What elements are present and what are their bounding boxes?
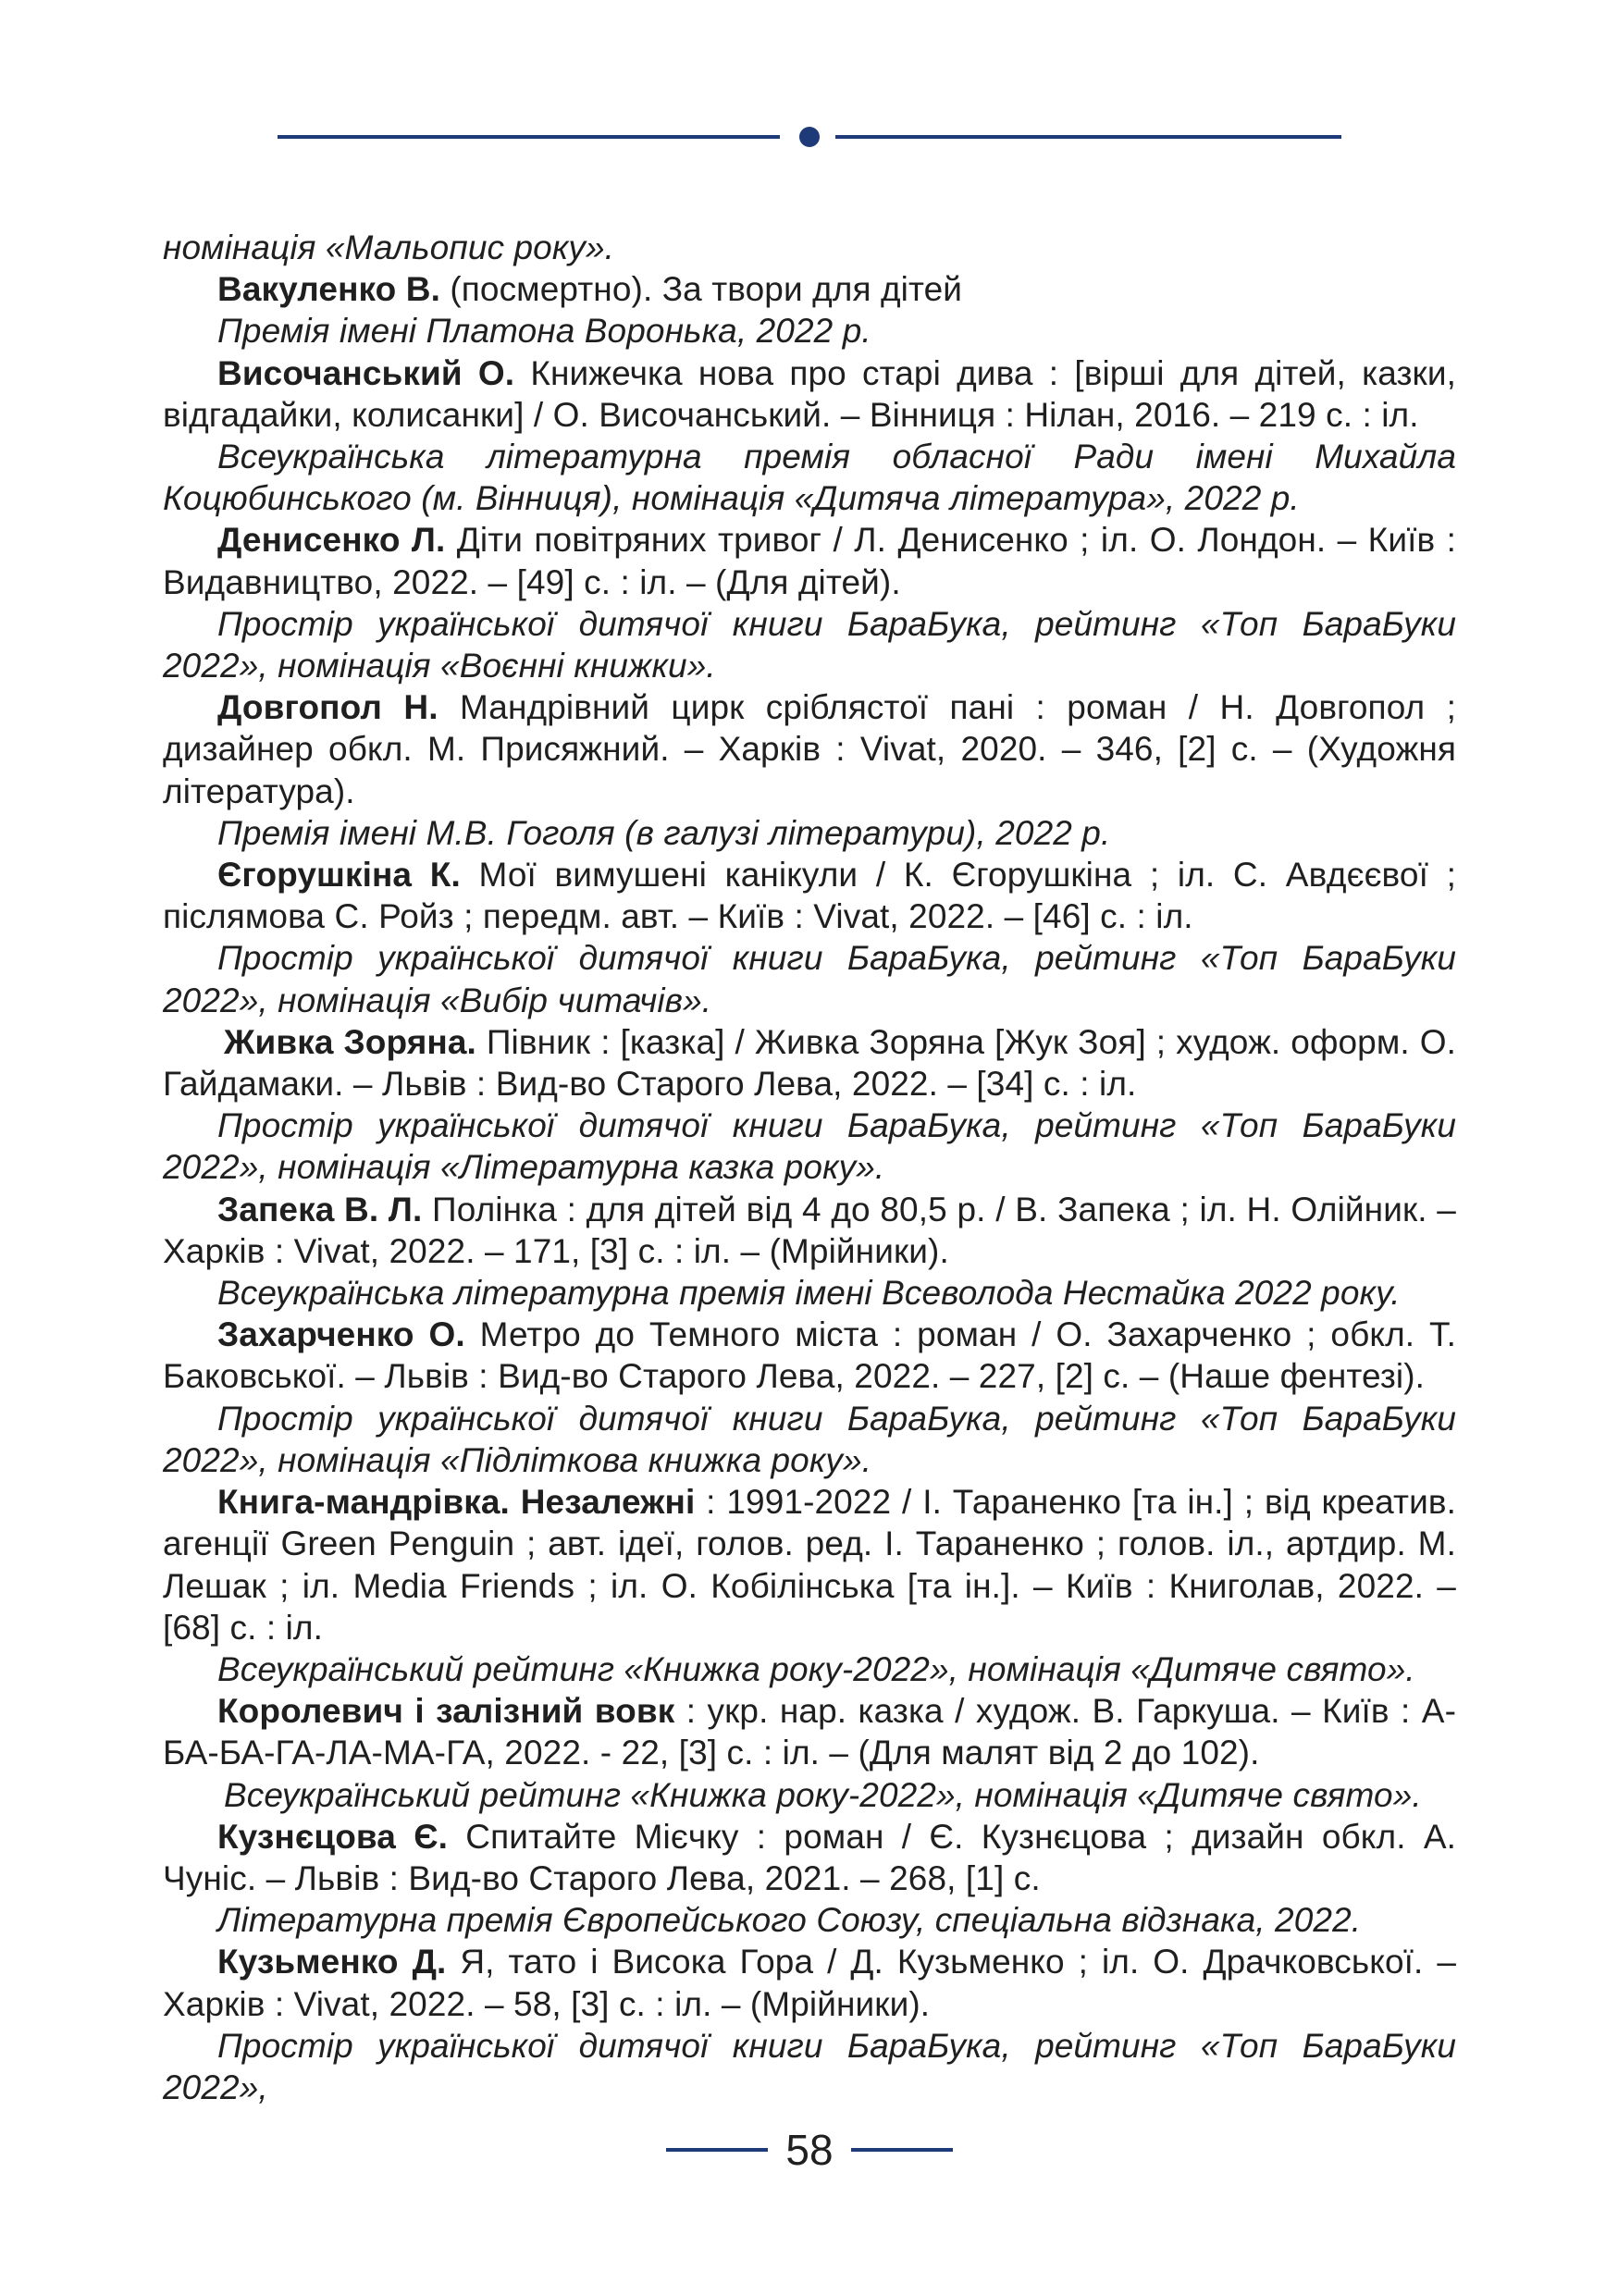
entry-description: Спитайте Мієчку : роман / Є. Кузнєцова ; дизайн обкл. А. Чуніс. – Львів : Вид-во Старого Лева, 2021. – 268, [1] с. bbox=[163, 1817, 1456, 1897]
header-rule-right-line bbox=[835, 135, 1341, 139]
entry-author: Живка Зоряна. bbox=[224, 1022, 476, 1061]
bibliography-entry bbox=[163, 1481, 1456, 1648]
page-footer bbox=[666, 2124, 953, 2179]
footer-right-line bbox=[851, 2148, 953, 2152]
entry-description: Мандрівний цирк сріблястої пані : роман / Н. Довгопол ; дизайнер обкл. М. Присяжний. – Харків : Vivat, 2020. – 346, [2] с. – (Художня література). bbox=[163, 688, 1456, 810]
bibliography-entry bbox=[163, 352, 1456, 436]
award-line: номінація «Мальопис року». bbox=[163, 228, 615, 266]
bibliography-entry bbox=[163, 1816, 1456, 1899]
footer-left-line bbox=[666, 2148, 768, 2152]
award-line: Всеукраїнська літературна премія обласної Ради імені Михайла Коцюбинського (м. Вінниця), номінація «Дитяча література», 2022 р. bbox=[163, 438, 1456, 518]
entry-description: Книжечка нова про старі дива : [вірші для дітей, казки, відгадайки, колисанки] / О. Височанський. – Вінниця : Нілан, 2016. – 219 с. : іл. bbox=[163, 353, 1456, 434]
entry-author: Довгопол Н. bbox=[217, 688, 438, 727]
bibliography-entry bbox=[163, 1021, 1456, 1105]
bibliography-entry bbox=[163, 686, 1456, 812]
bibliography-entry bbox=[163, 1690, 1456, 1773]
award-line: Літературна премія Європейського Союзу, спеціальна відзнака, 2022. bbox=[217, 1901, 1362, 1940]
award-line: Простір української дитячої книги БараБука, рейтинг «Топ БараБуки 2022», номінація «Вибір читачів». bbox=[163, 939, 1456, 1019]
entry-description: Я, тато і Висока Гора / Д. Кузьменко ; іл. О. Драчковської. – Харків : Vivat, 2022. – 58, [3] с. : іл. – (Мрійники). bbox=[163, 1943, 1456, 2023]
bibliography-entry bbox=[163, 1314, 1456, 1397]
award-line: Всеукраїнський рейтинг «Книжка року-2022», номінація «Дитяче свято». bbox=[224, 1775, 1422, 1814]
entry-author: Височанський О. bbox=[217, 353, 515, 392]
bibliography-entry bbox=[163, 1189, 1456, 1272]
award-line: Простір української дитячої книги БараБука, рейтинг «Топ БараБуки 2022», номінація «Воєнні книжки». bbox=[163, 604, 1456, 685]
page-number: 58 bbox=[785, 2126, 834, 2174]
bibliography-entry bbox=[163, 854, 1456, 937]
bibliography-entry bbox=[163, 1941, 1456, 2024]
entry-description: Мої вимушені канікули / К. Єгорушкіна ; іл. С. Авдєєвої ; післямова С. Ройз ; передм. авт. – Київ : Vivat, 2022. – [46] с. : іл. bbox=[163, 856, 1456, 936]
entry-description: Полінка : для дітей від 4 до 80,5 р. / В. Запека ; іл. Н. Олійник. – Харків : Vivat, 2022. – 171, [3] с. : іл. – (Мрійники). bbox=[163, 1190, 1456, 1270]
award-line: Всеукраїнський рейтинг «Книжка року-2022», номінація «Дитяче свято». bbox=[217, 1649, 1415, 1688]
entry-author: Кузьменко Д. bbox=[217, 1943, 447, 1981]
entry-author: Запека В. Л. bbox=[217, 1190, 423, 1228]
entry-author: Вакуленко В. bbox=[217, 270, 440, 309]
entry-description: Метро до Темного міста : роман / О. Захарченко ; обкл. Т. Баковської. – Львів : Вид-во Старого Лева, 2022. – 227, [2] с. – (Наше фентезі). bbox=[163, 1315, 1456, 1396]
award-line: Премія імені Платона Воронька, 2022 р. bbox=[217, 312, 871, 351]
entry-author: Захарченко О. bbox=[217, 1315, 465, 1354]
bibliography-entry bbox=[163, 519, 1456, 602]
entry-author: Книга-мандрівка. Незалежні bbox=[217, 1483, 696, 1522]
bibliography-list bbox=[163, 227, 1456, 2108]
header-rule bbox=[278, 130, 1341, 144]
header-rule-dot bbox=[799, 127, 820, 147]
entry-description: : 1991-2022 / І. Тараненко [та ін.] ; від креатив. агенції Green Penguin ; авт. ідеї, голов. ред. І. Тараненко ; голов. іл., артдир. М. Лешак ; іл. Media Friends ; іл. О. Кобілінська [та ін.]. – Київ : Книголав, 2022. – [68] с. : іл. bbox=[163, 1483, 1456, 1647]
award-line: Простір української дитячої книги БараБука, рейтинг «Топ БараБуки 2022», номінація «Літературна казка року». bbox=[163, 1106, 1456, 1187]
award-line: Простір української дитячої книги БараБука, рейтинг «Топ БараБуки 2022», bbox=[163, 2026, 1456, 2106]
bibliography-entry bbox=[163, 268, 1456, 310]
award-line: Простір української дитячої книги БараБука, рейтинг «Топ БараБуки 2022», номінація «Підліткова книжка року». bbox=[163, 1399, 1456, 1479]
header-rule-left-line bbox=[278, 135, 780, 139]
entry-description: Діти повітряних тривог / Л. Денисенко ; іл. О. Лондон. – Київ : Видавництво, 2022. – [49] с. : іл. – (Для дітей). bbox=[163, 521, 1457, 601]
award-line: Премія імені М.В. Гоголя (в галузі літератури), 2022 р. bbox=[217, 813, 1111, 852]
award-line: Всеукраїнська літературна премія імені Всеволода Нестайка 2022 року. bbox=[217, 1274, 1401, 1313]
entry-author: Денисенко Л. bbox=[217, 521, 446, 560]
entry-description: Півник : [казка] / Живка Зоряна [Жук Зоя] ; худож. оформ. О. Гайдамаки. – Львів : Вид-во Старого Лева, 2022. – [34] с. : іл. bbox=[163, 1022, 1456, 1104]
entry-author: Кузнєцова Є. bbox=[217, 1817, 448, 1856]
entry-author: Королевич і залізний вовк bbox=[217, 1692, 675, 1731]
entry-description: (посмертно). За твори для дітей bbox=[439, 270, 963, 309]
entry-author: Єгорушкіна К. bbox=[217, 856, 461, 895]
entry-description: : укр. нар. казка / худож. В. Гаркуша. – Київ : А-БА-БА-ГА-ЛА-МА-ГА, 2022. - 22, [3] с. : іл. – (Для малят від 2 до 102). bbox=[163, 1692, 1456, 1772]
